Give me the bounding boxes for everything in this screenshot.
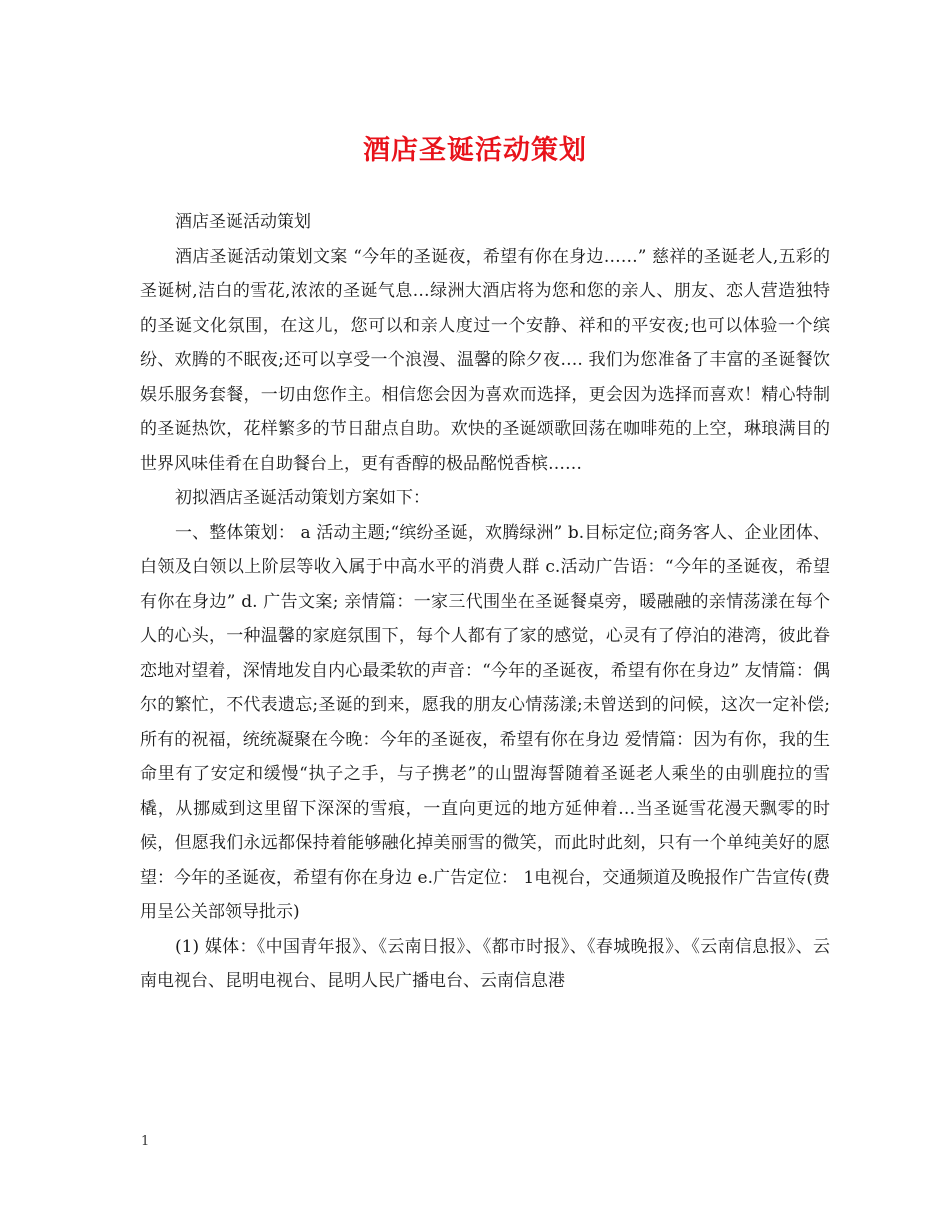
paragraph-media: (1) 媒体：《中国青年报》、《云南日报》、《都市时报》、《春城晚报》、《云南信息报》、云南电视台、昆明电视台、昆明人民广播电台、云南信息港 (140, 936, 830, 991)
page-number: 1 (141, 1134, 150, 1149)
paragraph-plan-lead: 初拟酒店圣诞活动策划方案如下： (175, 488, 430, 508)
paragraph-subtitle: 酒店圣诞活动策划 (175, 212, 311, 232)
paragraph-overall-plan: 一、整体策划： a 活动主题;“缤纷圣诞，欢腾绿洲” b.目标定位;商务客人、企业团体、白领及白领以上阶层等收入属于中高水平的消费人群 c.活动广告语：“今年的圣诞夜，希望有你在身边” d. 广告文案; 亲情篇：一家三代围坐在圣诞餐桌旁，暖融融的亲情荡漾在每个人的心头，一种温馨的家庭氛围下，每个人都有了家的感觉，心灵有了停泊的港湾，彼此眷恋地对望着，深情地发自内心最柔软的声音：“今年的圣诞夜，希望有你在身边” 友情篇：偶尔的繁忙，不代表遗忘;圣诞的到来，愿我的朋友心情荡漾;未曾送到的问候，这次一定补偿;所有的祝福，统统凝聚在今晚：今年的圣诞夜，希望有你在身边 爱情篇：因为有你，我的生命里有了安定和缓慢“执子之手，与子携老”的山盟海誓随着圣诞老人乘坐的由驯鹿拉的雪橇，从挪威到这里留下深深的雪痕，一直向更远的地方延伸着…当圣诞雪花漫天飘零的时候，但愿我们永远都保持着能够融化掉美丽雪的微笑，而此时此刻，只有一个单纯美好的愿望：今年的圣诞夜，希望有你在身边 e.广告定位： 1电视台，交通频道及晚报作广告宣传(费用呈公关部领导批示) (140, 522, 830, 922)
document-title: 酒店圣诞活动策划 (363, 135, 587, 166)
document-body (140, 205, 830, 999)
paragraph-intro: 酒店圣诞活动策划文案 “今年的圣诞夜，希望有你在身边……” 慈祥的圣诞老人,五彩的圣诞树,洁白的雪花,浓浓的圣诞气息…绿洲大酒店将为您和您的亲人、朋友、恋人营造独特的圣诞文化氛围，在这儿，您可以和亲人度过一个安静、祥和的平安夜;也可以体验一个缤纷、欢腾的不眠夜;还可以享受一个浪漫、温馨的除夕夜…. 我们为您准备了丰富的圣诞餐饮娱乐服务套餐，一切由您作主。相信您会因为喜欢而选择，更会因为选择而喜欢！精心特制的圣诞热饮，花样繁多的节日甜点自助。欢快的圣诞颂歌回荡在咖啡苑的上空，琳琅满目的世界风味佳肴在自助餐台上，更有香醇的极品酩悦香槟…… (140, 246, 830, 474)
